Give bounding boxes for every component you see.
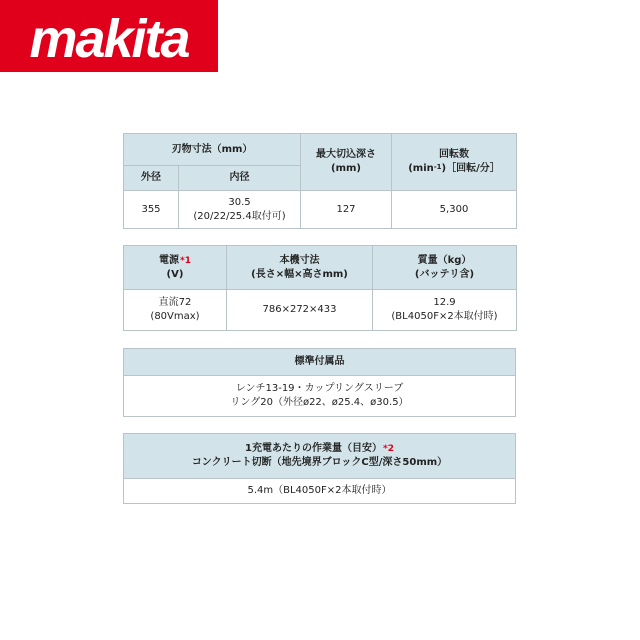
- work-per-charge-header: 1充電あたりの作業量（目安）*2 コンクリート切断（地先境界ブロックC型/深さ50mm）: [124, 434, 516, 479]
- outer-diameter-header: 外径: [124, 166, 179, 191]
- spec-table-body: [123, 245, 517, 331]
- dimensions-value: 786×272×433: [227, 290, 373, 331]
- work-per-charge-value: 5.4m（BL4050F×2本取付時）: [124, 479, 516, 504]
- spec-table-work-per-charge: [123, 433, 516, 504]
- note-mark-1: *1: [180, 255, 191, 266]
- max-depth-value: 127: [301, 191, 392, 229]
- outer-diameter-value: 355: [124, 191, 179, 229]
- accessories-value: レンチ13-19・カップリングスリーブ リング20（外径ø22、ø25.4、ø30.5）: [124, 376, 516, 417]
- weight-value: 12.9 (BL4050F×2本取付時): [373, 290, 517, 331]
- max-depth-header: 最大切込深さ (mm): [301, 134, 392, 191]
- weight-header: 質量（kg） (バッテリ含): [373, 246, 517, 290]
- power-header: 電源*1 (V): [124, 246, 227, 290]
- inner-diameter-value: 30.5 (20/22/25.4取付可): [179, 191, 301, 229]
- note-mark-2: *2: [383, 444, 394, 454]
- blade-size-header: 刃物寸法（mm）: [124, 134, 301, 166]
- brand-logo: [0, 0, 218, 72]
- dimensions-header: 本機寸法 (長さ×幅×高さmm): [227, 246, 373, 290]
- svg-text:makita: makita: [29, 9, 189, 69]
- rpm-header: 回転数 $(\min^{-1})[$回転/分］: [392, 134, 517, 191]
- inner-diameter-header: 内径: [179, 166, 301, 191]
- spec-table-blade: [123, 133, 517, 229]
- makita-logo: [0, 0, 218, 72]
- accessories-header: 標準付属品: [124, 349, 516, 376]
- rpm-value: 5,300: [392, 191, 517, 229]
- power-value: 直流72 (80Vmax): [124, 290, 227, 331]
- spec-table-accessories: [123, 348, 516, 417]
